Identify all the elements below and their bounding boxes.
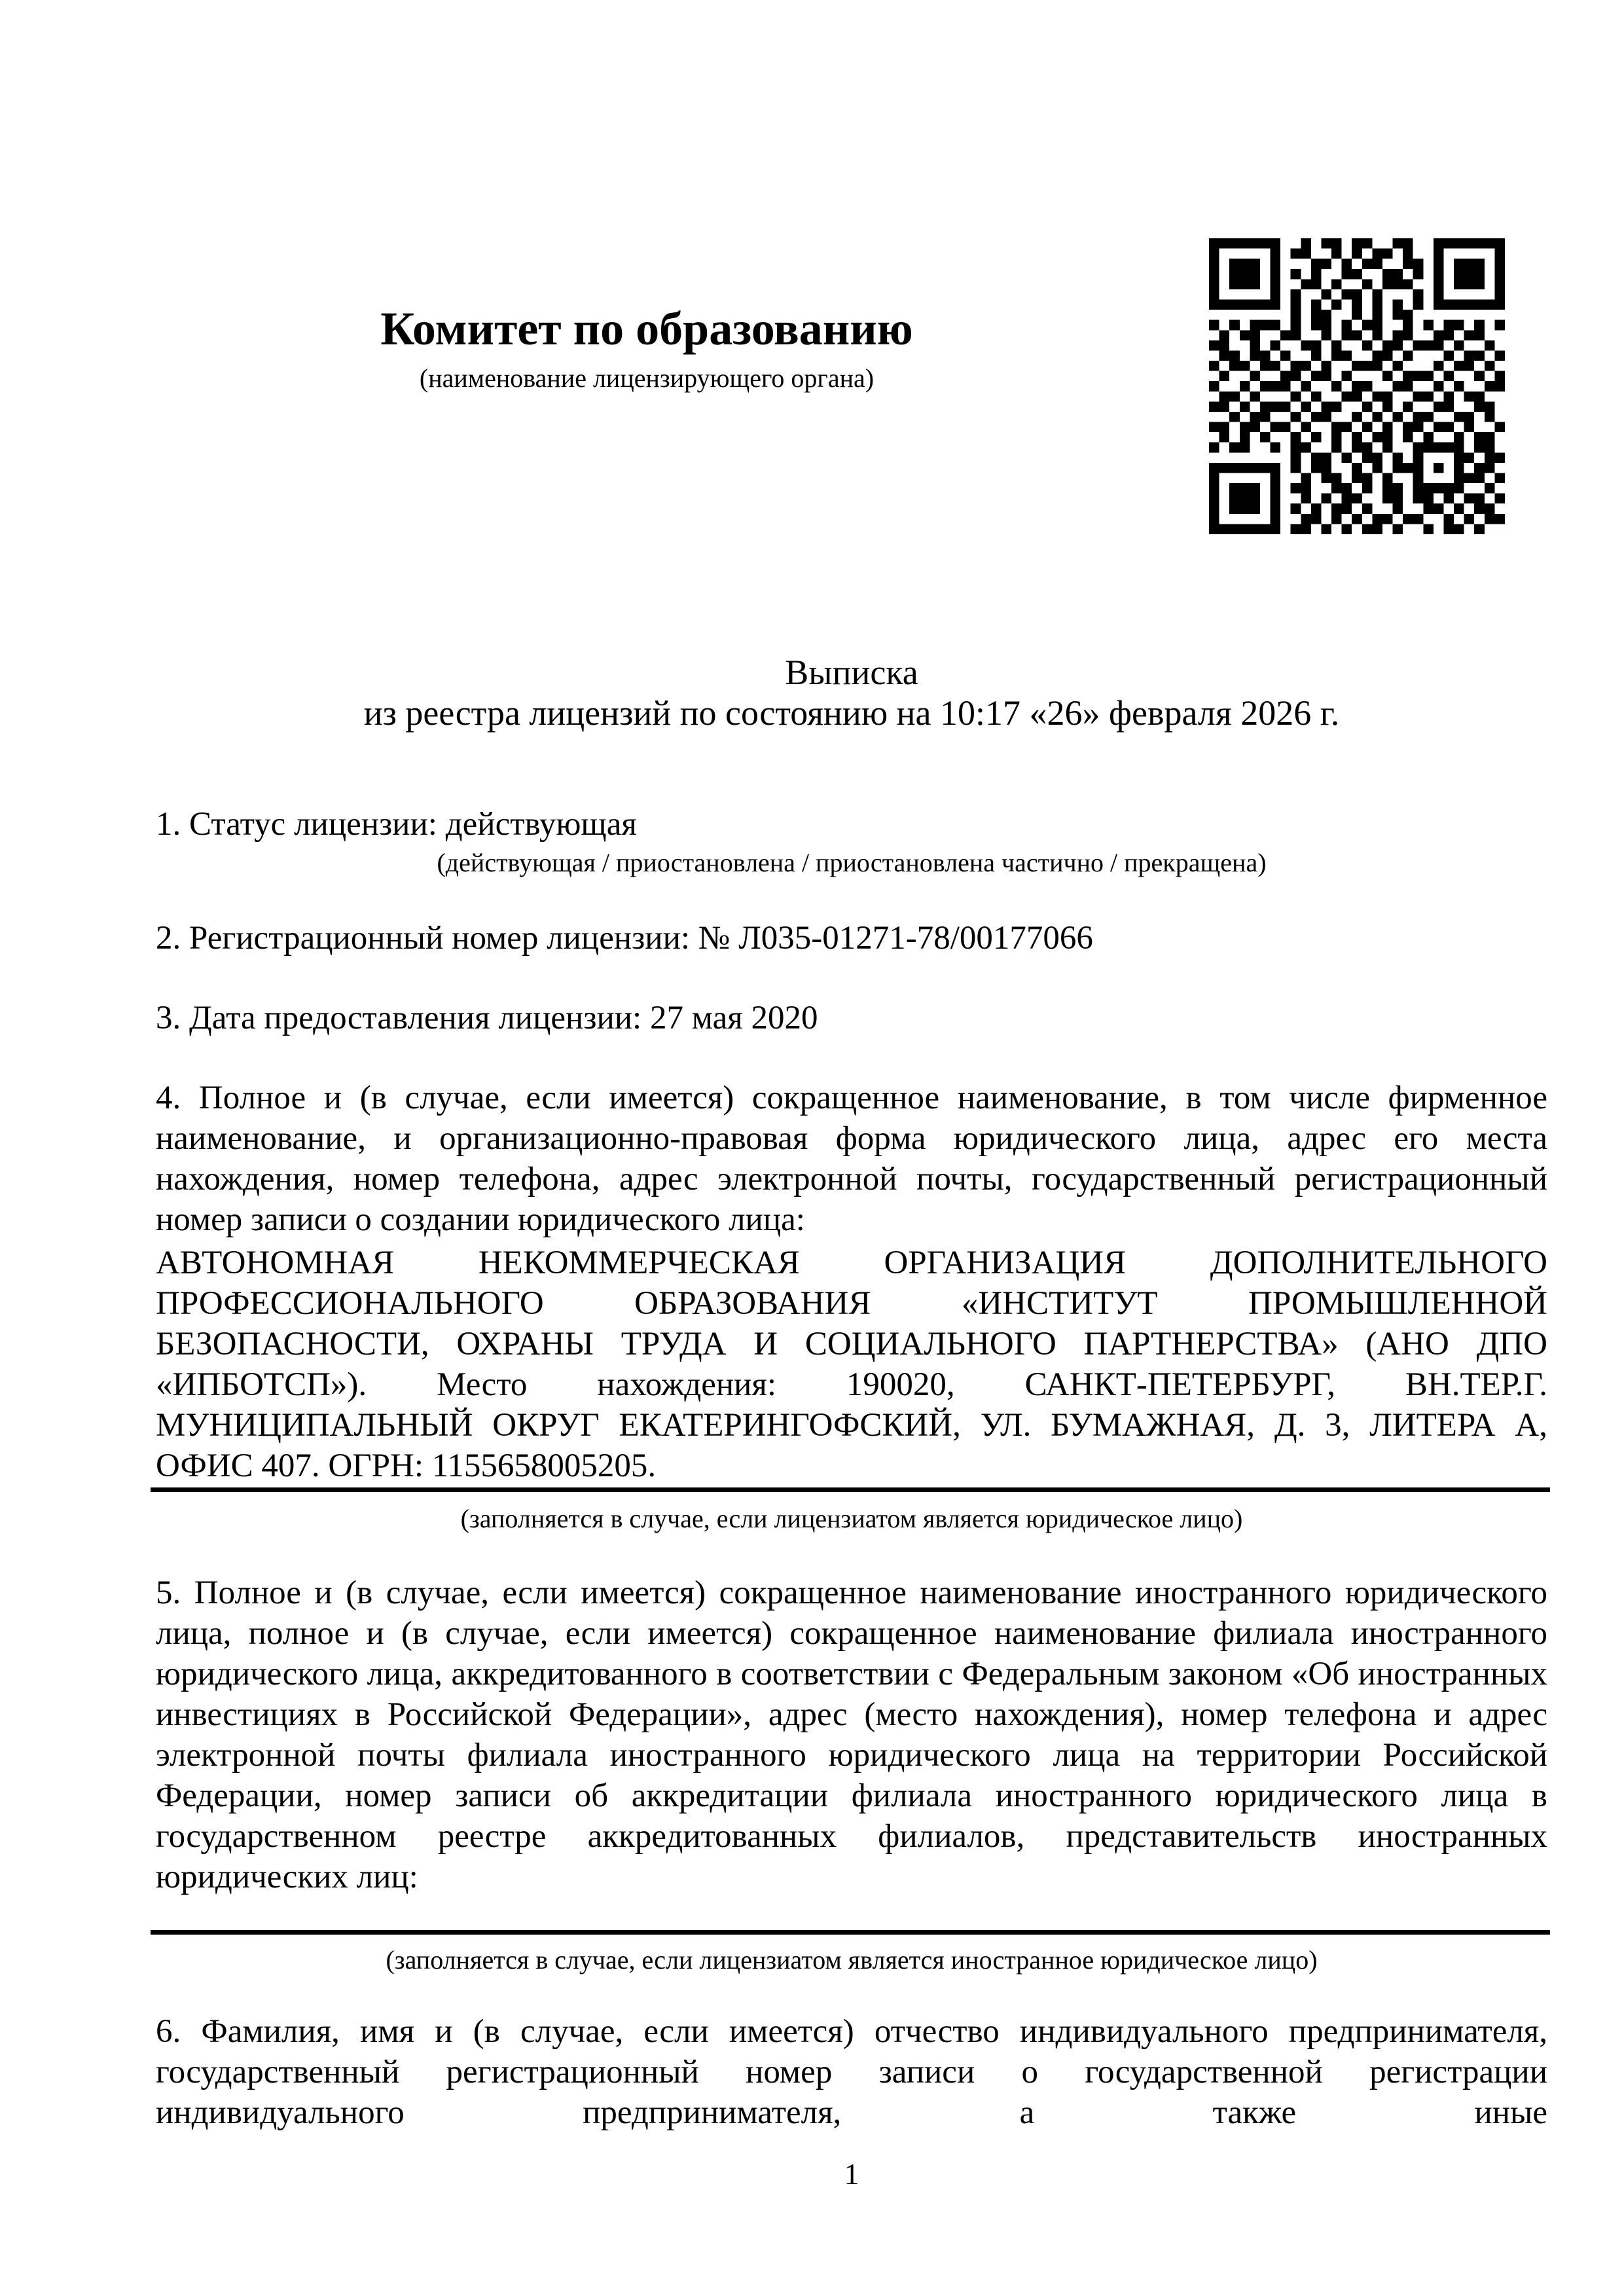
qr-code <box>1209 237 1505 536</box>
header-authority-block <box>156 301 1138 394</box>
legal-entity-fill-caption: (заполняется в случае, если лицензиатом является юридическое лицо) <box>460 1504 1243 1533</box>
foreign-entity-fill-line <box>151 1930 1550 1935</box>
item-1-status-options-caption: (действующая / приостановлена / приостановлена частично / прекращена) <box>437 848 1267 877</box>
page-number: 1 <box>844 2157 859 2191</box>
document-title <box>156 652 1547 733</box>
licensing-authority-name: Комитет по образованию <box>380 302 913 355</box>
item-4-legal-entity-details: АВТОНОМНАЯ НЕКОММЕРЧЕСКАЯ ОРГАНИЗАЦИЯ ДОПОЛНИТЕЛЬНОГО ПРОФЕССИОНАЛЬНОГО ОБРАЗОВАНИЯ «ИНСТИТУТ ПРОМЫШЛЕННОЙ БЕЗОПАСНОСТИ, ОХРАНЫ ТРУДА И СОЦИАЛЬНОГО ПАРТНЕРСТВА» (АНО ДПО «ИПБОТСП»). Место нахождения: 190020, САНКТ-ПЕТЕРБУРГ, ВН.ТЕР.Г. МУНИЦИПАЛЬНЫЙ ОКРУГ ЕКАТЕРИНГОФСКИЙ, УЛ. БУМАЖНАЯ, Д. 3, ЛИТЕРА А, ОФИС 407. ОГРН: 1155658005205. <box>156 1245 1547 1484</box>
document-title-line1: Выписка <box>785 653 918 692</box>
foreign-entity-fill-caption: (заполняется в случае, если лицензиатом является иностранное юридическое лицо) <box>386 1945 1318 1975</box>
item-6-individual-entrepreneur-text: 6. Фамилия, имя и (в случае, если имеется) отчество индивидуального предпринимателя, государственный регистрационный номер записи о государственной регистрации индивидуального предпринимателя, а также иные <box>156 2013 1547 2131</box>
item-2-registration-number: 2. Регистрационный номер лицензии: № Л035-01271-78/00177066 <box>156 920 1093 957</box>
item-5-foreign-entity-text: 5. Полное и (в случае, если имеется) сокращенное наименование иностранного юридического лица, полное и (в случае, если имеется) сокращенное наименование филиала иностранного юридического лица, аккредитованного в соответствии с Федеральным законом «Об иностранных инвестициях в Российской Федерации», адрес (место нахождения), номер телефона и адрес электронной почты филиала иностранного юридического лица на территории Российской Федерации, номер записи об аккредитации филиала иностранного юридического лица в государственном реестре аккредитованных филиалов, представительств иностранных юридических лиц: <box>156 1575 1547 1895</box>
licensing-authority-caption: (наименование лицензирующего органа) <box>419 363 875 393</box>
legal-entity-fill-line <box>151 1487 1550 1492</box>
item-4-legal-entity-intro: 4. Полное и (в случае, если имеется) сокращенное наименование, в том числе фирменное наименование, и организационно-правовая форма юридического лица, адрес его места нахождения, номер телефона, адрес электронной почты, государственный регистрационный номер записи о создании юридического лица: <box>156 1080 1547 1238</box>
item-1-license-status: 1. Статус лицензии: действующая <box>156 806 637 843</box>
qr-code-image <box>1209 237 1505 536</box>
document-title-line2: из реестра лицензий по состоянию на 10:17 «26» февраля 2026 г. <box>363 693 1340 733</box>
item-3-grant-date: 3. Дата предоставления лицензии: 27 мая 2020 <box>156 1000 818 1036</box>
